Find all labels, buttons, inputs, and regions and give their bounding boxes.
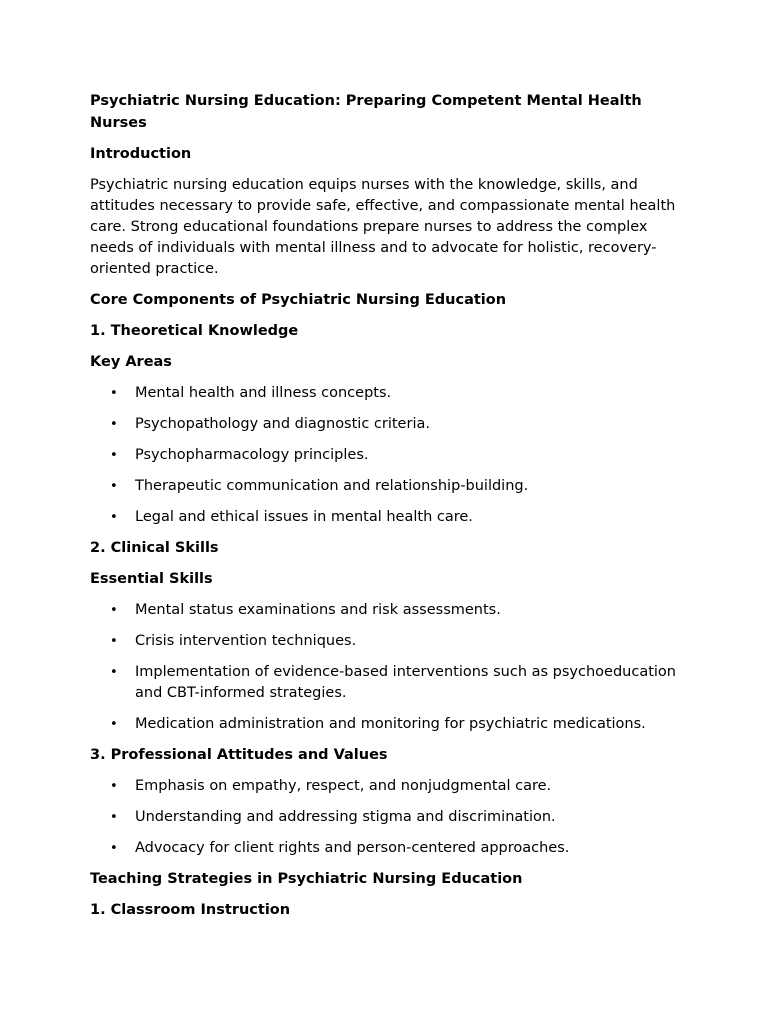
document-title: Psychiatric Nursing Education: Preparing Competent Mental Health Nurses xyxy=(90,93,642,131)
list-item: • Emphasis on empathy, respect, and nonjudgmental care. xyxy=(90,776,690,797)
section-theoretical-knowledge-heading: 1. Theoretical Knowledge xyxy=(90,323,299,339)
document-page xyxy=(90,90,690,931)
list-item: • Medication administration and monitoring for psychiatric medications. xyxy=(90,714,690,735)
essential-skills-subheading: Essential Skills xyxy=(90,571,213,587)
essential-skills-list xyxy=(90,600,690,735)
teaching-strategies-heading: Teaching Strategies in Psychiatric Nursing Education xyxy=(90,871,523,887)
list-item: • Implementation of evidence-based interventions such as psychoeducation and CBT-informed strategies. xyxy=(90,662,690,704)
list-item: • Psychopharmacology principles. xyxy=(90,445,690,466)
list-item: • Mental status examinations and risk assessments. xyxy=(90,600,690,621)
key-areas-subheading: Key Areas xyxy=(90,354,172,370)
list-item: • Understanding and addressing stigma and discrimination. xyxy=(90,807,690,828)
list-item: • Legal and ethical issues in mental health care. xyxy=(90,507,690,528)
section-professional-attitudes-heading: 3. Professional Attitudes and Values xyxy=(90,747,388,763)
core-components-heading: Core Components of Psychiatric Nursing Education xyxy=(90,292,507,308)
professional-attitudes-list xyxy=(90,776,690,859)
list-item: • Mental health and illness concepts. xyxy=(90,383,690,404)
intro-heading: Introduction xyxy=(90,146,192,162)
section-clinical-skills-heading: 2. Clinical Skills xyxy=(90,540,219,556)
list-item: • Advocacy for client rights and person-centered approaches. xyxy=(90,838,690,859)
intro-paragraph: Psychiatric nursing education equips nurses with the knowledge, skills, and attitudes necessary to provide safe, effective, and compassionate mental health care. Strong educational foundations prepare nurses to address the complex needs of individuals with mental illness and to advocate for holistic, recovery-oriented practice. xyxy=(90,177,676,277)
classroom-instruction-heading: 1. Classroom Instruction xyxy=(90,902,291,918)
list-item: • Crisis intervention techniques. xyxy=(90,631,690,652)
list-item: • Psychopathology and diagnostic criteria. xyxy=(90,414,690,435)
key-areas-list xyxy=(90,383,690,528)
list-item: • Therapeutic communication and relationship-building. xyxy=(90,476,690,497)
